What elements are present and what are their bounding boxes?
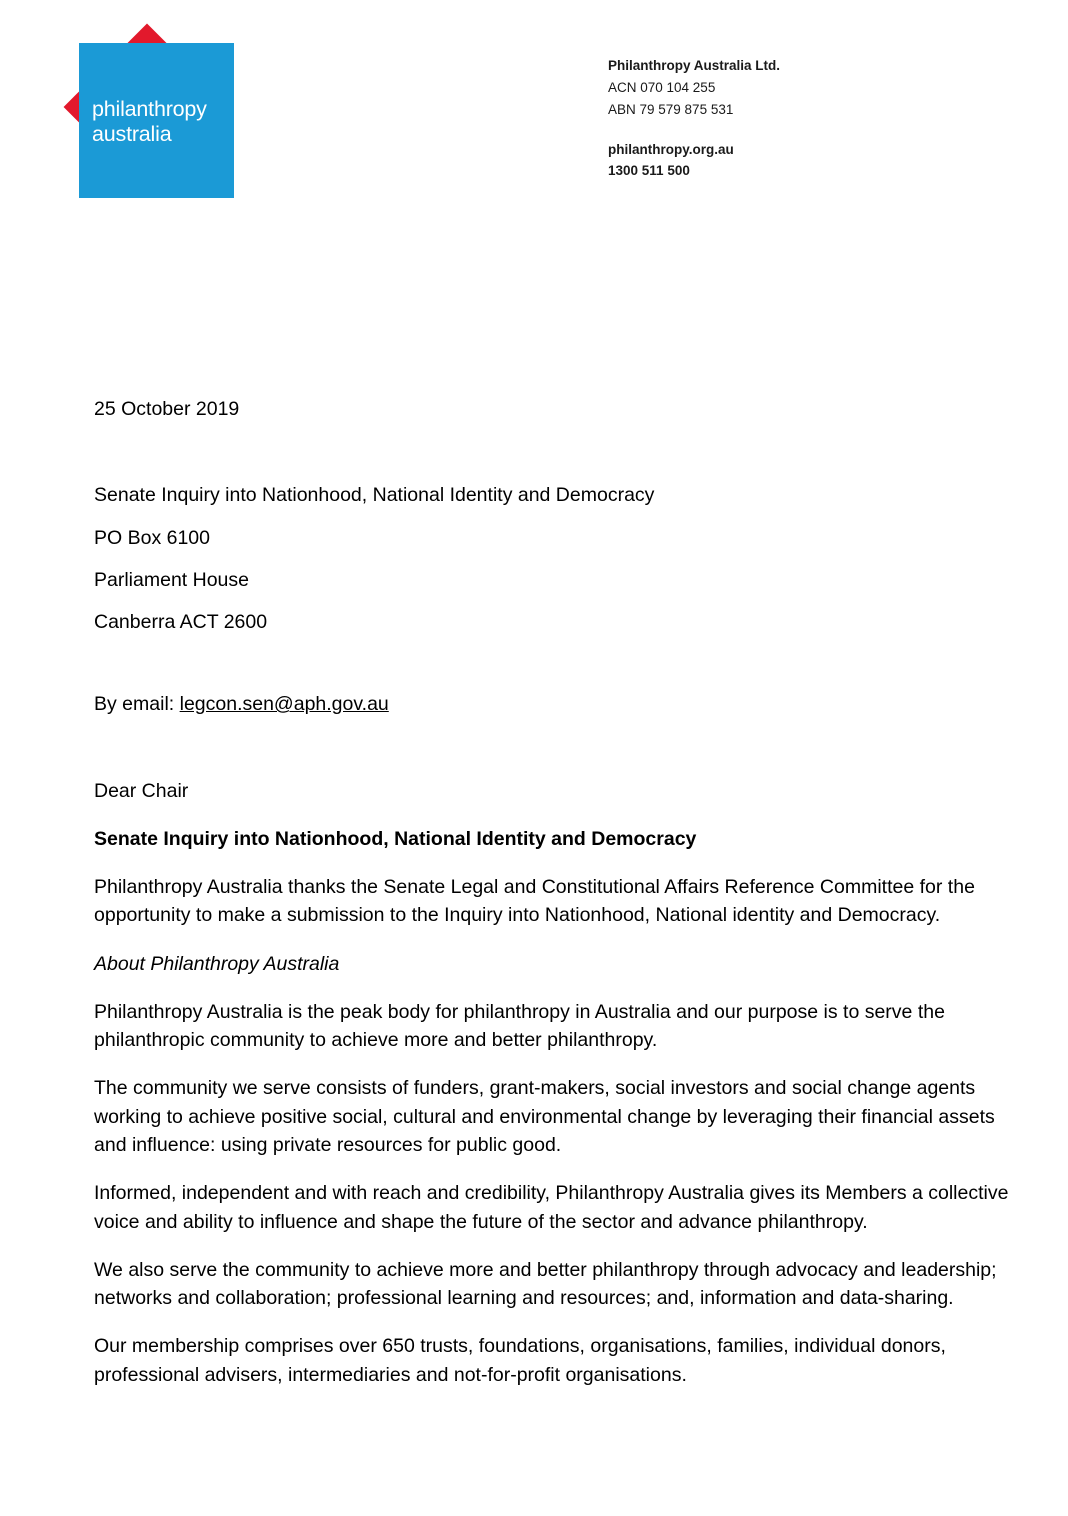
company-details-block bbox=[608, 55, 780, 182]
company-website: philanthropy.org.au bbox=[608, 141, 734, 157]
logo-wordmark-line1: philanthropy bbox=[92, 97, 207, 121]
body-paragraph-2: The community we serve consists of funders, grant-makers, social investors and social change agents working to achieve positive social, cultural and environmental change by leveraging their financial assets and influence: using private resources for public good. bbox=[94, 1077, 995, 1156]
intro-paragraph: Philanthropy Australia thanks the Senate Legal and Constitutional Affairs Reference Committee for the opportunity to make a submission to the Inquiry into Nationhood, National identity and Democracy. bbox=[94, 876, 975, 927]
letterhead bbox=[0, 0, 1068, 210]
section-heading-about: About Philanthropy Australia bbox=[94, 952, 340, 975]
address-line-2: PO Box 6100 bbox=[94, 526, 210, 549]
logo-wordmark bbox=[79, 97, 234, 148]
company-abn: ABN 79 579 875 531 bbox=[608, 101, 734, 117]
email-link[interactable]: legcon.sen@aph.gov.au bbox=[179, 693, 389, 716]
philanthropy-australia-logo bbox=[50, 12, 290, 202]
body-paragraph-1: Philanthropy Australia is the peak body for philanthropy in Australia and our purpose is to serve the philanthropic community to achieve more and better philanthropy. bbox=[94, 1000, 945, 1052]
letter-subject-heading: Senate Inquiry into Nationhood, National Identity and Democracy bbox=[94, 827, 697, 850]
address-line-1: Senate Inquiry into Nationhood, National Identity and Democracy bbox=[94, 484, 655, 507]
logo-wordmark-line2: australia bbox=[92, 122, 172, 147]
company-phone: 1300 511 500 bbox=[608, 163, 690, 179]
body-paragraph-3: Informed, independent and with reach and credibility, Philanthropy Australia gives its Members a collective voice and ability to influence and shape the future of the sector and advance philanthropy. bbox=[94, 1182, 1009, 1233]
by-email-line bbox=[94, 690, 1016, 718]
letter-date: 25 October 2019 bbox=[94, 398, 240, 420]
company-name: Philanthropy Australia Ltd. bbox=[608, 58, 781, 73]
salutation: Dear Chair bbox=[94, 779, 189, 802]
company-details-spacer bbox=[608, 121, 780, 139]
company-acn: ACN 070 104 255 bbox=[608, 79, 716, 95]
letter-body bbox=[94, 395, 1016, 1409]
address-line-3: Parliament House bbox=[94, 568, 249, 591]
by-email-label: By email: bbox=[94, 693, 180, 716]
body-paragraph-5: Our membership comprises over 650 trusts, foundations, organisations, families, individual donors, professional advisers, intermediaries and not-for-profit organisations. bbox=[94, 1335, 946, 1386]
address-line-4: Canberra ACT 2600 bbox=[94, 611, 268, 634]
recipient-address bbox=[94, 481, 1016, 636]
body-paragraph-4: We also serve the community to achieve more and better philanthropy through advocacy and leadership; networks and collaboration; professional learning and resources; and, information and data-sharing. bbox=[94, 1258, 997, 1310]
